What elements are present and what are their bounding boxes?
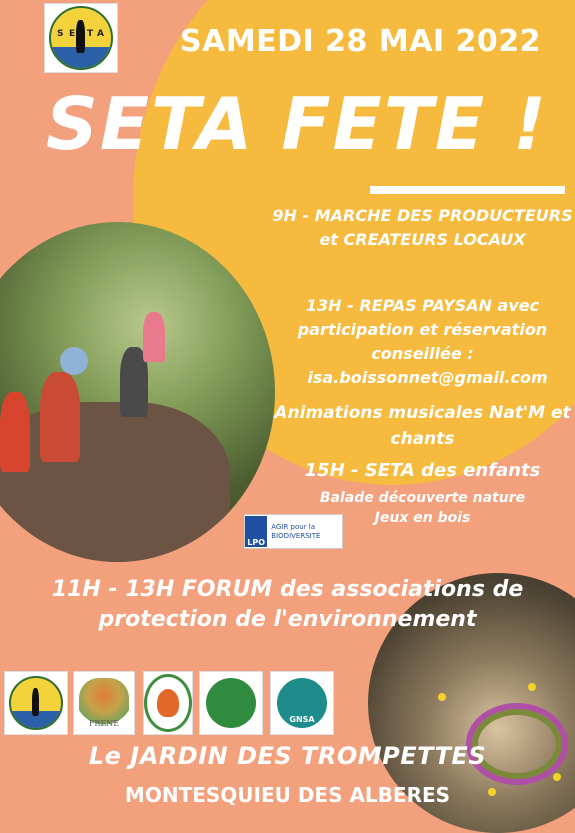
lpo-bird-icon: LPO — [245, 516, 267, 547]
nature-environnement-logo — [199, 671, 263, 735]
venue-name: Le JARDIN DES TROMPETTES — [88, 742, 487, 770]
seta-logo-icon: S E T A — [49, 6, 113, 70]
gnsa-tree-icon: GNSA — [277, 678, 327, 728]
program-kids: 15H - SETA des enfants — [304, 460, 541, 481]
program-wood-games: Jeux en bois — [374, 510, 471, 526]
forum-announcement: 11H - 13H FORUM des associations de protection de l'environnement — [51, 577, 524, 632]
event-title: SETA FETE ! — [46, 82, 548, 166]
event-date: SAMEDI 28 MAI 2022 — [180, 24, 542, 59]
program-nature-walk: Balade découverte nature — [319, 490, 526, 506]
venue-town: MONTESQUIEU DES ALBERES — [124, 783, 451, 807]
program-music: Animations musicales Nat'M et chants — [274, 403, 571, 449]
program-market: 9H - MARCHE DES PRODUCTEURS et CREATEURS LOCAUX — [272, 206, 573, 249]
fox-icon — [144, 674, 192, 732]
frene-logo — [73, 671, 135, 735]
seta-logo-icon — [9, 676, 63, 730]
contact-email[interactable]: isa.boissonnet@gmail.com — [307, 368, 548, 387]
program-meal: 13H - REPAS PAYSAN avec participation et réservation conseillée : — [297, 296, 548, 363]
tree-badge-icon — [206, 678, 256, 728]
divider-rule — [370, 186, 565, 194]
lpo-agir-logo — [244, 514, 343, 549]
seta-logo-top — [44, 3, 118, 73]
fox-logo — [143, 671, 193, 735]
agir-biodiversite-label: AGIR pour la BIODIVERSITÉ — [271, 522, 321, 540]
tree-icon: FRENE — [79, 678, 129, 728]
gnsa-logo — [270, 671, 334, 735]
seta-logo-bottom — [4, 671, 68, 735]
